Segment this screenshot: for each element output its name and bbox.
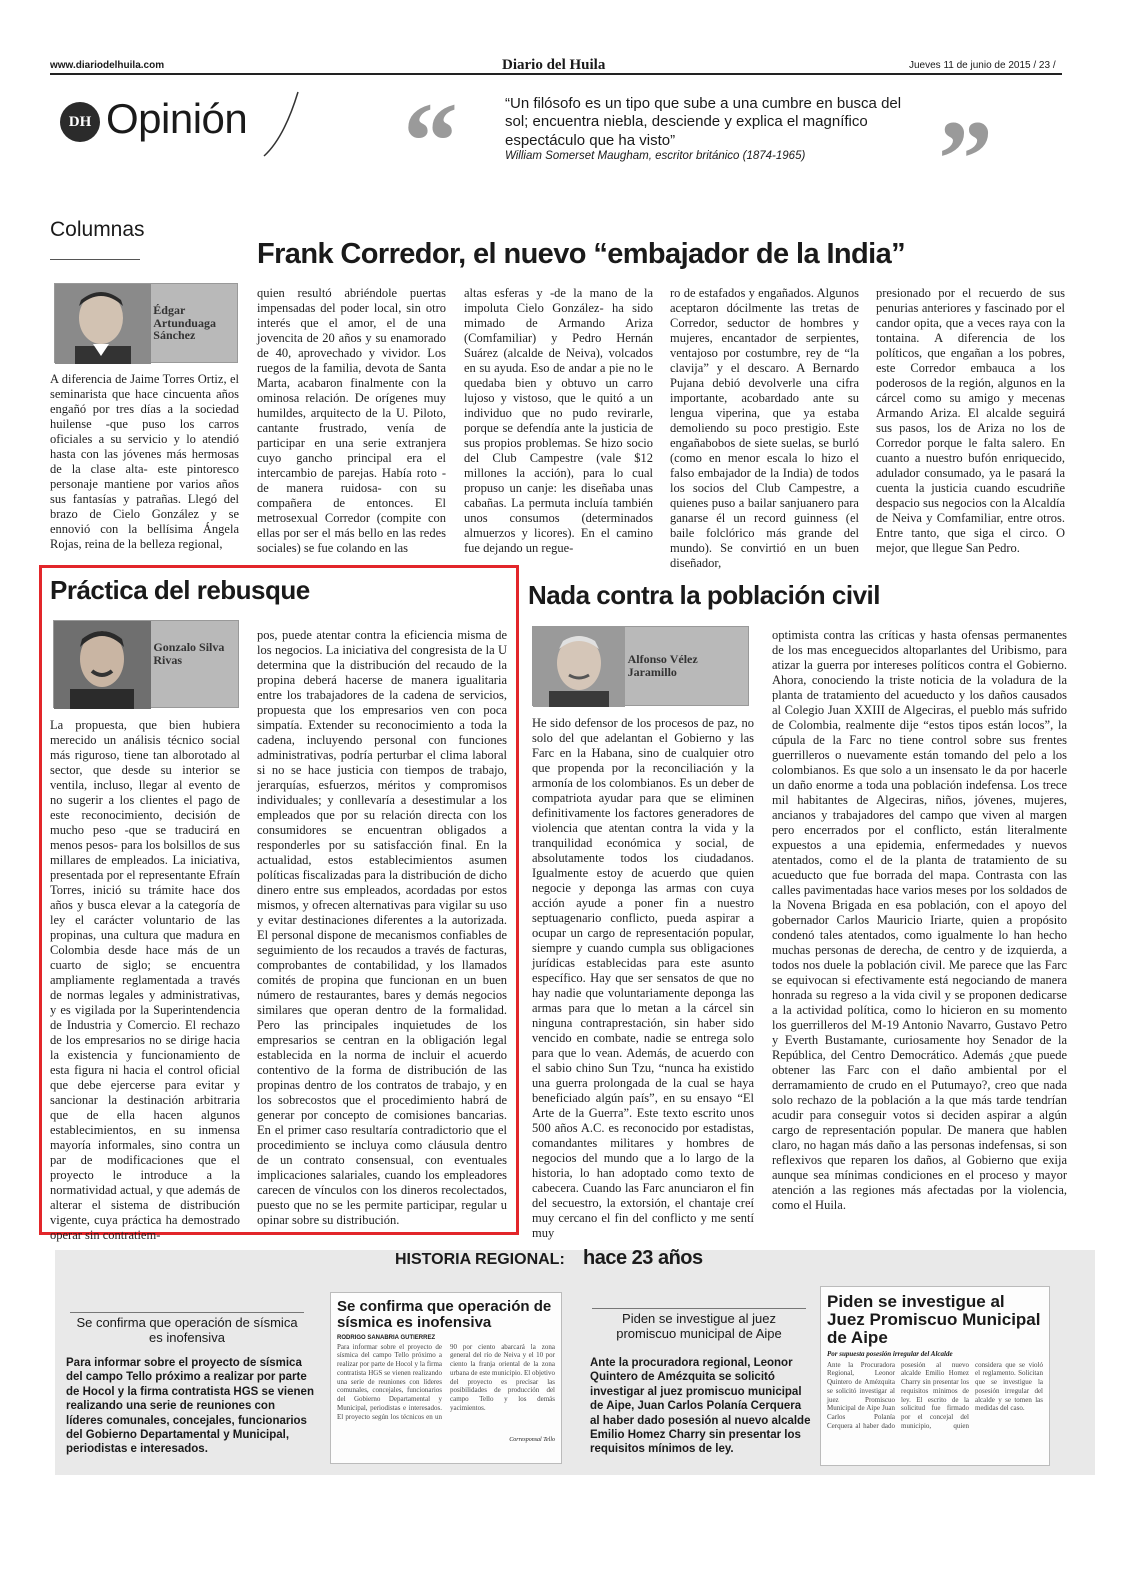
history-item-summary: Para informar sobre el proyecto de sísmica del campo Tello próximo a realizar por parte de Hocol y la firma contratista HGS se vienen realizando una serie de reuniones con líderes comunales, concejales, funcionarios del Gobierno Departamental y Municipal, periodistas e interesados. [66, 1357, 314, 1456]
author-card [532, 626, 749, 706]
article-column-2: pos, puede atentar contra la eficiencia misma de los negocios. La iniciativa del congresista de la U determina que la distribución del recaudo de la propina deberá hacerse de manera igualitaria entre los trabajadores de la cadena de servicios, propuesta que los empresarios ven con poca simpatía. Extender su reconocimiento a toda la cadena, incluyendo personal con funciones administrativas, podría perturbar el clima laboral si no se hace justicia con tiempos de trabajo, jerarquías, esfuerzos, méritos y compromisos individuales; y conllevaría a desestimular a los empleados que por su relación directa con los consumidores se encuentran obligados a responderles por su satisfacción final. En la actualidad, estos establecimientos asumen políticas fiscalizadas para la distribución de dicho dinero entre sus empleados, acordadas por estos mismos, y ofrecen alternativas para vigilar su uso y evitar destinaciones diferentes a la autorizada. El personal dispone de mecanismos confiables de seguimiento de los recaudos a través de facturas, comprobantes de contabilidad, y los llamados comités de propina que funcionan en un buen número de restaurantes, bares y demás negocios similares que operan dentro de la formalidad. Pero las principales inquietudes de los empresarios se centran en la obligación legal establecida en la norma de incluir el acuerdo contentivo de la forma de distribución de las propinas dentro de los contratos de trabajo, y en los sobrecostos que el procedimiento habrá de generar por concepto de comisiones bancarias. En el primer caso resultaría contradictorio que el procedimiento se incluya como cláusula dentro de un contrato consensual, con eventuales implicaciones salariales, cuando los empleadores carecen de vínculos con los dineros recolectados, puesto que no se les permite participar, regular u opinar sobre su distribución. [257, 628, 507, 1227]
columns-label: Columnas [50, 218, 145, 241]
author-photo [533, 627, 623, 705]
quote-close-icon: ” [938, 98, 993, 220]
section-title: Opinión [106, 95, 248, 142]
article-headline: Nada contra la población civil [528, 580, 880, 610]
article-column-1: He sido defensor de los procesos de paz, no solo del que adelantan el Gobierno y las Farc en la Habana, sino de cualquier otro que propenda por la reconciliación y la armonía de los colombianos. Es un deber de compatriota ayudar para que se eliminen definitivamente los factores generadores de violencia que atentan contra la vida y la tranquilidad económica y social, de absolutamente todos los ciudadanos. Igualmente estoy de acuerdo que quien negocie y deponga las armas con cuya acción ayude a poner fin a nuestro septuagenario conflicto, pueda aspirar a ocupar un cargo de representación popular, siempre y cuando cumpla sus obligaciones jurídicas establecidas para este asunto específico. Hay que ser sensatos de que no hay nadie que voluntariamente deponga las armas para que lo metan a la cárcel sin ninguna contraprestación, sin haber sido vencido en combate, nadie se entrega solo para que lo vean. Además, de acuerdo con el sabio chino Sun Tzu, “nunca ha existido una guerra prolongada de la cual se haya beneficiado algún país”, en su ensayo “El Arte de la Guerra”. Este texto escrito unos 500 años A.C. es reconocido por estadistas, comandantes militares y hombres de negocios del mundo que a lo largo de la historia, lo han adoptado como texto de cabecera. Cuando las Farc anunciaron el fin del secuestro, la extorsión, el chantaje creí muy cercano el fin del conflicto y me sentí muy [532, 716, 754, 1240]
history-item-label: Piden se investigue al juez promiscuo municipal de Aipe [592, 1308, 806, 1342]
author-name: Édgar Artunduaga Sánchez [153, 303, 216, 343]
author-name: Alfonso Vélez Jaramillo [627, 652, 698, 679]
author-name: Gonzalo Silva Rivas [153, 640, 225, 667]
section-slash-decoration [262, 88, 302, 158]
article-column-2: optimista contra las críticas y hasta ofensas permanentes de los mas enceguecidos altoparlantes del Uribismo, para atizar la guerra por intereses políticos contra el Gobierno. Ahora, conociendo la triste noticia de la voladura de la planta de tratamiento del acueducto y los daños causados al Colegio Juan XXIII de Algeciras, el pueblo más sufrido de Colombia, realmente dije “estos tipos están locos”, la cúpula de la Farc no tiene control sobre sus frentes guerrilleros o nuevamente están tomando del pelo a los colombianos. Es que solo a un insensato le da por hacerle un daño enorme a toda una población indefensa. Los trece mil habitantes de Algeciras, niños, jóvenes, mujeres, ancianos y trabajadores del campo que viven al margen pero encerrados por el conflicto, están literalmente expuestos a una epidemia, enfermedades y nuevos atentados, como el de la planta de tratamiento de su acueducto que fue borrada del mapa. Contrasta con las calles pavimentadas hace varios meses por los soldados de la Novena Brigada en esa población, con el apoyo del gobernador Carlos Mauricio Iriarte, quien a propósito condenó tales atentados, como igualmente lo han hecho muchas personas de derecha, de centro y de izquierda, a todos nos duele la población civil. Me parece que las Farc se equivocan si efectivamente está negociando de manera honrada su regreso a la vida civil y se proponen dedicarse a la actividad política, como lo hicieron en su momento los guerrilleros del M-19 Antonio Navarro, Gustavo Petro y Everth Bustamante, curiosamente hoy Senador de la República, del Centro Democrático. Además ¿que puede obtener las Farc con el daño ambiental por el derramamiento de crudo en el Putumayo?, creo que nada solo rechazo de la población a la que más tarde tendrían acudir para conseguir votos si deciden aspirar a algún cargo de representación popular. De manera que hablen claro, no hagan más daño a las personas indefensas, si son reflexivos que reparen los daños, al Gobierno que exija aunque sea mínimas condiciones en el proceso y mayor atención a las regiones más afectadas por la violencia, como el Huila. [772, 628, 1067, 1212]
article-column-4: ro de estafados y engañados. Algunos aceptaron dócilmente las tretas de Corredor, seductor de hombres y mujeres, encantador de serpientes, ventajoso por costumbre, rey de “la clavija” y el descaro. A Bernardo Pujana debió devolverle una cifra importante, acobardado ante su lengua viperina, que ya estaba demoliendo su poco prestigio. Este engañabobos de siete suelas, se burló (como en menor escala lo hizo el falso embajador de la India) de todos los socios del Club Campestre, a quienes puso a bailar sanjuanero para ganarse él un record guinness (el baile folclórico más grande del mundo). Se convirtió en un buen diseñador, [670, 286, 859, 570]
clipping-headline: Se confirma que operación de sísmica es inofensiva [337, 1298, 552, 1331]
columns-rule [50, 259, 140, 260]
issue-date: Jueves 11 de junio de 2015 / 23 / [909, 60, 1056, 71]
article-headline: Práctica del rebusque [50, 575, 310, 605]
article-column-1: A diferencia de Jaime Torres Ortiz, el seminarista que hace cincuenta años engañó por tres días a la sociedad huilense -que puso los carros oficiales a su servicio y lo atendió hasta con las jóvenes más hermosas de la clase alta- este pintoresco personaje mantiene por varios años sus fantasías y patrañas. Llegó del brazo de Cielo González y se ennovió con la bellísima Ángela Rojas, reina de la belleza regional, [50, 372, 239, 551]
clipping-byline: RODRIGO SANABRIA GUTIERREZ [337, 1334, 436, 1341]
clipping-credit: Corresponsal Tello [509, 1436, 555, 1443]
clipping-deck: Por supuesta posesión irregular del Alcalde [827, 1349, 953, 1358]
news-clipping [330, 1292, 562, 1464]
author-card [54, 283, 238, 363]
history-item-label: Se confirma que operación de sísmica es inofensiva [70, 1312, 304, 1346]
masthead-rule [50, 73, 1062, 75]
newspaper-name: Diario del Huila [502, 57, 606, 73]
news-clipping [820, 1286, 1050, 1466]
article-column-2: quien resultó abriéndole puertas impensadas del poder local, sin otro interés que el amor, el de una jovencita de 20 años y su enamorado de 40, aprovechado y vividor. Los ruegos de la familia, devota de Santa Marta, acabaron finalmente con la ominosa relación. De orígenes muy humildes, arquitecto de la U. Piloto, cantante frustrado, venía de participar en una serie extranjera cuyo gancho principal era el intercambio de parejas. Había roto -de manera ruidosa- con su compañera de entonces. El metrosexual Corredor (compite con ellas por ser el más bello en las redes sociales) se fue colando en las [257, 286, 446, 555]
historia-regional-years: hace 23 años [583, 1247, 703, 1269]
dh-logo: DH [60, 102, 100, 142]
featured-quote: “Un filósofo es un tipo que sube a una cumbre en busca del sol; encuentra niebla, desciende y explica el magnífico espectáculo que ha visto” [505, 95, 902, 149]
site-url[interactable]: www.diariodelhuila.com [50, 60, 165, 71]
clipping-body: Ante la Procuradora Regional, Leonor Quintero de Amézquita se solicitó investigar al juez Promiscuo Municipal de Aipe Juan Carlos Polanía Cerquera al haber dado posesión al nuevo alcalde Emilio Homez Charry sin presentar los requisitos mínimos de ley. El escrito de la solicitud fue firmado por el concejal del municipio, quien considera que se violó el reglamento. Solicitan que se investigue la posesión irregular del alcalde y se tomen las medidas del caso. [827, 1360, 1043, 1430]
author-photo [55, 284, 150, 362]
clipping-headline: Piden se investigue al Juez Promiscuo Municipal de Aipe [827, 1292, 1041, 1347]
quote-open-icon: “ [403, 80, 458, 202]
article-headline: Frank Corredor, el nuevo “embajador de la India” [257, 238, 906, 270]
clipping-body: Para informar sobre el proyecto de sísmica del campo Tello próximo a realizar por parte de Hocol y la firma contratista HGS se vienen realizando una serie de reuniones con líderes comunales, concejales, funcionarios del Gobierno Departamental y Municipal, periodistas e interesados. El proyecto según los técnicos en un 90 por ciento abarcará la zona general del río de Neiva y el 10 por ciento la franja oriental de la zona urbana de este municipio. El objetivo del proyecto es precisar las posibilidades de producción del campo Tello y los demás yacimientos. [337, 1342, 555, 1421]
author-card [53, 620, 239, 708]
history-item-summary: Ante la procuradora regional, Leonor Quintero de Amézquita se solicitó investigar al juez promiscuo municipal de Aipe, Juan Carlos Polanía Cerquera al haber dado posesión al nuevo alcalde Emilio Homez Charry sin presentar los requisitos mínimos de ley. [590, 1357, 811, 1456]
article-column-1: La propuesta, que bien hubiera merecido un análisis técnico social más riguroso, tiene tan alborotado al sector, que desde su interior se ventila, incluso, llegar al evento de no sugerir a los clientes el pago de este reconocimiento, decisión de mucho peso -que se traducirá en menos pesos- para los bolsillos de sus millares de empleados. La iniciativa, presentada por el representante Efraín Torres, inició su trámite hace dos años y busca elevar a la categoría de ley el carácter voluntario de las propinas, una cultura que madura en Colombia desde hace más de un cuarto de siglo; se encuentra ampliamente reglamentada a través de normas legales y administrativas, y es vigilada por la Superintendencia de Industria y Comercio. El rechazo de los empresarios no se dirige hacia la existencia y funcionamiento de esta figura ni hacia el control oficial que debe ejercerse para evitar y sancionar la destinación arbitraria que de ella hacen algunos establecimientos, en su inmensa mayoría informales, sino contra un par de modificaciones que el proyecto le introduce a la normatividad actual, y que además de alterar el sistema de distribución vigente, cuya práctica ha demostrado operar sin contratiem- [50, 718, 240, 1242]
author-photo [54, 621, 150, 707]
article-column-5: presionado por el recuerdo de sus penurias anteriores y fascinado por el candor opita, que a veces raya con la tontaina. A diferencia de los políticos, que engañan a los pobres, este Corredor embauca a los poderosos de la región, algunos en la cárcel como su amigo y mecenas Armando Ariza. El alcalde seguirá sus pasos, los de Ariza no los de Corredor porque le falta salero. En cuanto a nuestro bufón enriquecido, adulador consumado, ya le pasará la cuenta la justicia cuando escudriñe despacio sus negocios con la Alcaldía de Neiva y Comfamiliar, entre otros. Entre tanto, que siga el circo. O mejor, que llegue San Pedro. [876, 286, 1065, 555]
quote-author: William Somerset Maugham, escritor británico (1874-1965) [505, 150, 806, 162]
article-column-3: altas esferas y -de la mano de la impoluta Cielo González- ha sido mimado de Armando Ariza (Comfamiliar) y Pedro Hernán Suárez (alcalde de Neiva), volcados en su ayuda. Eso de andar a pie no le quedaba bien y obtuvo un carro lujoso y vistoso, que le quitó a un individuo que no pudo revirarle, porque se defendía ante la justicia de sus propios problemas. Se hizo socio del Club Campestre (vale $12 millones la acción), para lo cual propuso un canje: les diseñaba unas cabañas. La permuta incluía también unos consumos (determinados almuerzos y licores). En el camino fue dejando un regue- [464, 286, 653, 555]
historia-regional-title: HISTORIA REGIONAL: [395, 1251, 565, 1268]
